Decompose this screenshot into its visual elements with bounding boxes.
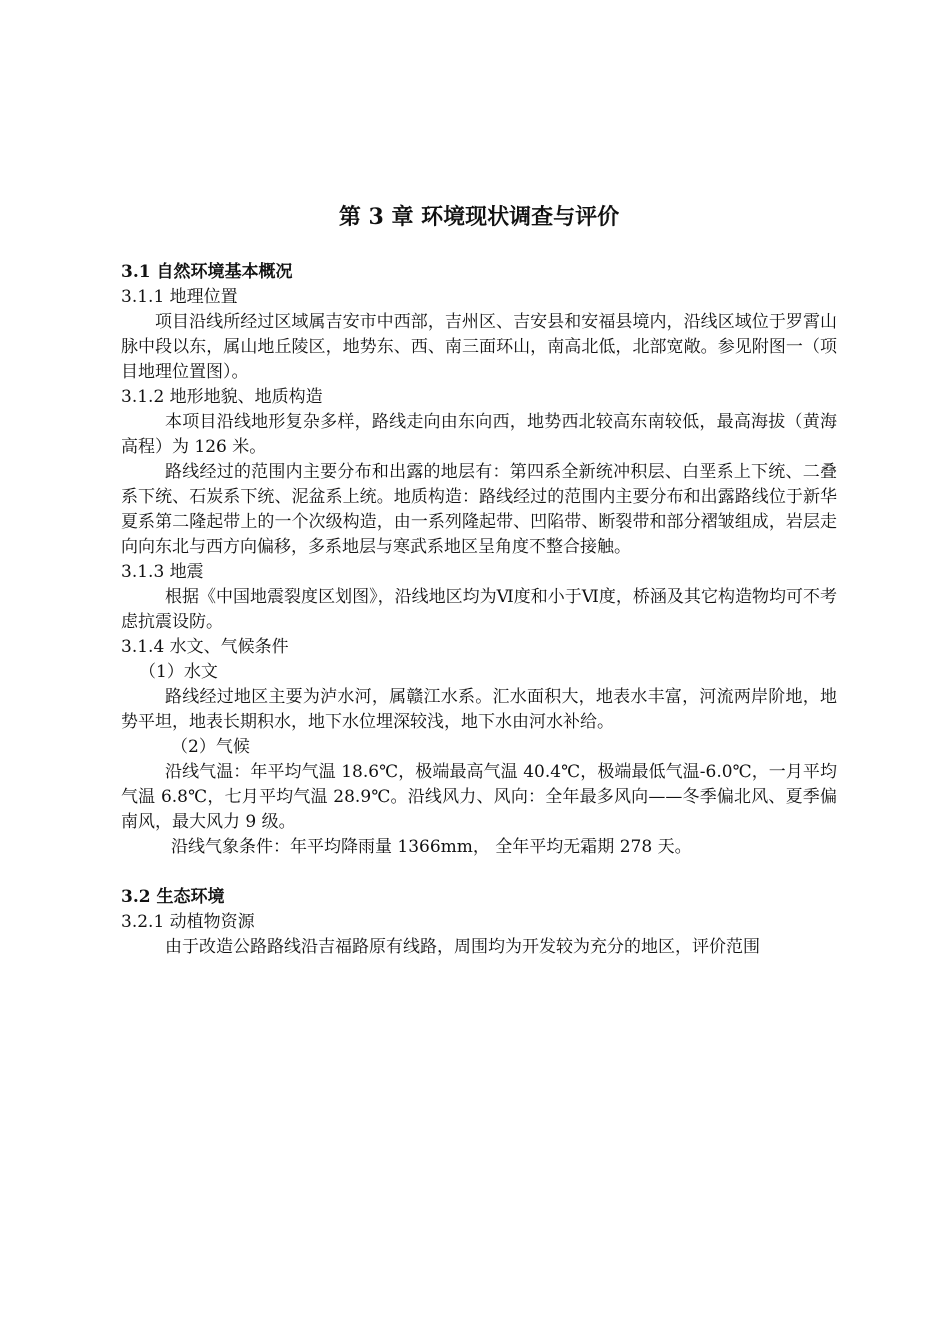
paragraph-hydrology: 路线经过地区主要为泸水河，属赣江水系。汇水面积大，地表水丰富，河流两岸阶地，地势平坦，地表长期积水，地下水位埋深较浅，地下水由河水补给。 — [121, 687, 837, 732]
subsection-title-3-1-1: 3.1.1 地理位置 — [121, 287, 238, 307]
paragraph-temperature: 沿线气温：年平均气温 18.6℃，极端最高气温 40.4℃，极端最低气温-6.0℃，一月平均气温 6.8℃，七月平均气温 28.9℃。沿线风力、风向：全年最多风向——冬季偏北风、夏季偏南风，最大风力 9 级。 — [121, 762, 837, 832]
paragraph-geographic-location: 项目沿线所经过区域属吉安市中西部，吉州区、吉安县和安福县境内，沿线区域位于罗霄山脉中段以东，属山地丘陵区，地势东、西、南三面环山，南高北低，北部宽敞。参见附图一（项目地理位置图）。 — [121, 312, 837, 382]
item-title-hydrology: （1）水文 — [139, 662, 218, 682]
document-body — [121, 200, 837, 960]
subsection-title-3-2-1: 3.2.1 动植物资源 — [121, 912, 255, 932]
section-spacer — [121, 860, 837, 885]
section-title-3-2: 3.2 生态环境 — [121, 887, 225, 907]
paragraph-terrain: 本项目沿线地形复杂多样，路线走向由东向西，地势西北较高东南较低，最高海拔（黄海高程）为 126 米。 — [121, 412, 837, 457]
subsection-title-3-1-2: 3.1.2 地形地貌、地质构造 — [121, 387, 323, 407]
subsection-title-3-1-4: 3.1.4 水文、气候条件 — [121, 637, 289, 657]
item-title-climate: （2）气候 — [171, 737, 250, 757]
subsection-title-3-1-3: 3.1.3 地震 — [121, 562, 204, 582]
paragraph-geology: 路线经过的范围内主要分布和出露的地层有：第四系全新统冲积层、白垩系上下统、二叠系下统、石炭系下统、泥盆系上统。地质构造：路线经过的范围内主要分布和出露路线位于新华夏系第二隆起带上的一个次级构造，由一系列隆起带、凹陷带、断裂带和部分褶皱组成，岩层走向向东北与西方向偏移，多系地层与寒武系地区呈角度不整合接触。 — [121, 462, 837, 557]
chapter-title: 第 3 章 环境现状调查与评价 — [338, 204, 620, 230]
paragraph-flora-fauna: 由于改造公路路线沿吉福路原有线路，周围均为开发较为充分的地区，评价范围 — [165, 937, 760, 957]
paragraph-weather-conditions: 沿线气象条件：年平均降雨量 1366mm， 全年平均无霜期 278 天。 — [171, 837, 692, 857]
paragraph-earthquake: 根据《中国地震裂度区划图》，沿线地区均为Ⅵ度和小于Ⅵ度，桥涵及其它构造物均可不考虑抗震设防。 — [121, 587, 837, 632]
section-title-3-1: 3.1 自然环境基本概况 — [121, 262, 293, 282]
